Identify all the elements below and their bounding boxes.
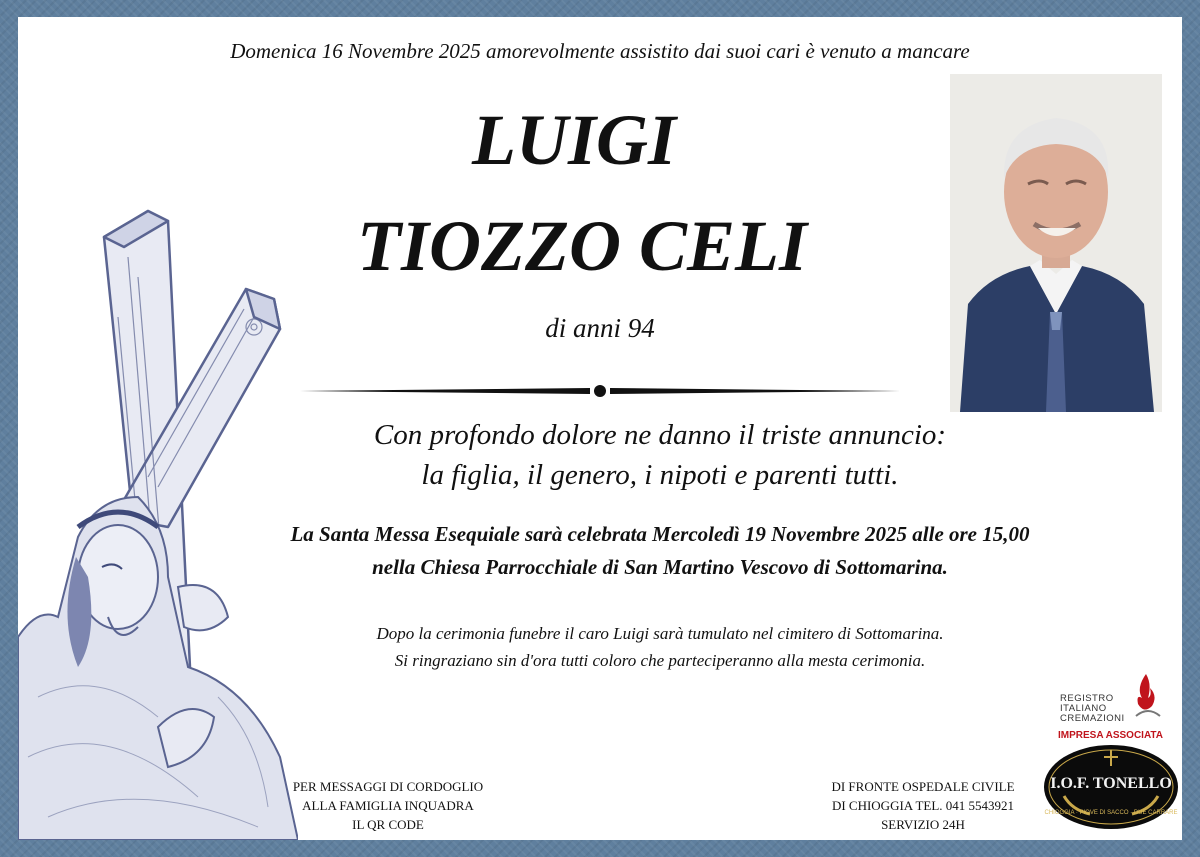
agency-locations: CHIOGGIA · PIOVE DI SACCO · DUE CARRARE <box>1044 810 1178 816</box>
deceased-portrait <box>950 74 1162 412</box>
announcement-line-1: Con profondo dolore ne danno il triste annuncio: <box>373 419 947 451</box>
registry-associated: IMPRESA ASSOCIATA <box>1058 730 1164 741</box>
burial-line-1: Dopo la cerimonia funebre il caro Luigi sarà tumulato nel cimitero di Sottomarina. <box>376 624 944 643</box>
agency-name: I.O.F. TONELLO <box>1050 775 1172 792</box>
jesus-carrying-cross-icon <box>18 197 298 840</box>
mass-line-2: nella Chiesa Parrocchiale di San Martino Vescovo di Sottomarina. <box>372 555 948 579</box>
portrait-icon <box>950 74 1162 412</box>
deceased-last-name: TIOZZO CELI <box>357 206 807 286</box>
announcement-line-2: la figlia, il genero, i nipoti e parenti tutti. <box>421 459 899 491</box>
agency-line-2: DI CHIOGGIA TEL. 041 5543921 <box>831 798 1015 813</box>
condolence-line-3: IL QR CODE <box>352 817 424 832</box>
ornamental-divider <box>300 383 900 399</box>
condolence-line-1: PER MESSAGGI DI CORDOGLIO <box>292 779 484 794</box>
thanks-line-2: Si ringraziano sin d'ora tutti coloro che parteciperanno alla mesta cerimonia. <box>394 651 926 670</box>
deceased-age: di anni 94 <box>545 313 655 343</box>
agency-line-3: SERVIZIO 24H <box>881 817 965 832</box>
intro-line: Domenica 16 Novembre 2025 amorevolmente assistito dai suoi cari è venuto a mancare <box>230 39 970 63</box>
agency-contact <box>798 777 1048 834</box>
mass-line-1: La Santa Messa Esequiale sarà celebrata Mercoledì 19 Novembre 2025 alle ore 15,00 <box>290 522 1030 546</box>
obituary-notice <box>18 17 1182 840</box>
agency-logo <box>1042 744 1180 830</box>
condolence-line-2: ALLA FAMIGLIA INQUADRA <box>302 798 474 813</box>
registry-line-1: REGISTRO <box>1060 693 1114 704</box>
agency-line-1: DI FRONTE OSPEDALE CIVILE <box>831 779 1015 794</box>
deceased-first-name: LUIGI <box>471 100 676 180</box>
registry-line-3: CREMAZIONI <box>1060 713 1125 724</box>
cremation-registry-badge <box>1054 672 1164 742</box>
flame-icon <box>1132 672 1162 722</box>
registry-line-2: ITALIANO <box>1060 703 1107 714</box>
